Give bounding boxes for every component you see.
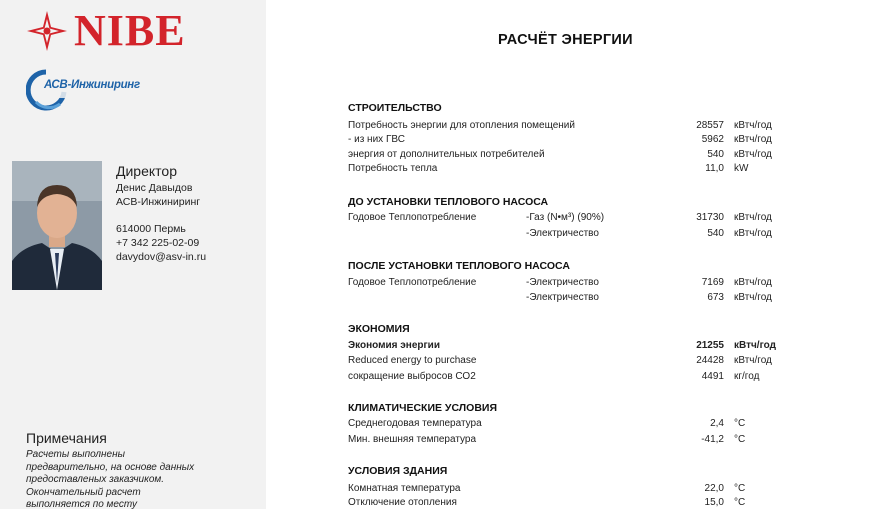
asv-wordmark: АСВ-Инжиниринг xyxy=(44,79,140,91)
row-unit: кВтч/год xyxy=(734,355,772,366)
row-label: Годовое Теплопотребление xyxy=(348,212,477,223)
row-unit: °С xyxy=(734,434,746,445)
row-label: Потребность энергии для отопления помещений xyxy=(348,120,575,131)
row-value: 11,0 xyxy=(705,163,724,174)
asv-logo xyxy=(26,68,146,112)
director-role: Директор xyxy=(116,163,177,179)
row-unit: кг/год xyxy=(734,371,760,382)
row-label: Среднегодовая температура xyxy=(348,418,482,429)
table-row xyxy=(348,497,788,509)
row-value: 2,4 xyxy=(710,418,724,429)
row-sublabel: -Электричество xyxy=(526,228,599,239)
row-value: 540 xyxy=(707,149,724,160)
notes-line: Расчеты выполнены xyxy=(26,449,125,460)
nibe-wordmark: NIBE xyxy=(74,6,186,55)
director-phone[interactable]: +7 342 225-02-09 xyxy=(116,237,200,249)
table-row xyxy=(348,292,788,306)
row-label: сокращение выбросов СО2 xyxy=(348,371,476,382)
table-row xyxy=(348,483,788,497)
row-unit: кВтч/год xyxy=(734,149,772,160)
row-sublabel: -Электричество xyxy=(526,292,599,303)
table-row xyxy=(348,340,788,354)
director-email[interactable]: davydov@asv-in.ru xyxy=(116,251,207,263)
row-label: Отключение отопления xyxy=(348,497,457,508)
row-label: Комнатная температура xyxy=(348,483,461,494)
row-sublabel: -Электричество xyxy=(526,277,599,288)
table-row xyxy=(348,134,788,148)
row-unit: кВтч/год xyxy=(734,277,772,288)
table-row xyxy=(348,371,788,385)
table-row xyxy=(348,149,788,163)
row-unit: kW xyxy=(734,163,749,174)
notes-line: Окончательный расчет xyxy=(26,486,141,498)
row-label: Reduced energy to purchase xyxy=(348,355,477,366)
notes-line: выполняется по месту xyxy=(26,499,137,509)
row-sublabel: -Газ (N•м³) (90%) xyxy=(526,212,605,223)
row-unit: кВтч/год xyxy=(734,292,772,303)
table-row xyxy=(348,355,788,369)
row-unit: °С xyxy=(734,418,746,429)
row-label: Экономия энергии xyxy=(348,340,440,351)
row-unit: °С xyxy=(734,483,746,494)
row-value: 673 xyxy=(707,292,724,303)
row-label: Годовое Теплопотребление xyxy=(348,277,477,288)
row-value: 28557 xyxy=(696,120,724,131)
row-unit: кВтч/год xyxy=(734,120,772,131)
row-unit: кВтч/год xyxy=(734,212,772,223)
row-value: 540 xyxy=(707,228,724,239)
row-value: 21255 xyxy=(696,340,724,351)
row-value: 22,0 xyxy=(704,483,724,494)
director-address: 614000 Пермь xyxy=(116,223,186,235)
row-unit: кВтч/год xyxy=(734,340,776,351)
row-value: 4491 xyxy=(701,371,724,382)
section-heading-after: ПОСЛЕ УСТАНОВКИ ТЕПЛОВОГО НАСОСА xyxy=(348,260,570,272)
table-row xyxy=(348,163,788,177)
director-company: АСВ-Инжиниринг xyxy=(116,196,201,208)
nibe-logo xyxy=(26,8,186,54)
section-heading-building: УСЛОВИЯ ЗДАНИЯ xyxy=(348,465,448,477)
table-row xyxy=(348,228,788,242)
notes-line: предоставленых заказчиком. xyxy=(26,474,165,485)
row-value: -41,2 xyxy=(701,434,724,445)
director-name: Денис Давыдов xyxy=(116,182,193,194)
notes-title: Примечания xyxy=(26,430,107,446)
notes-line: предварительно, на основе данных xyxy=(26,461,195,473)
row-value: 15,0 xyxy=(704,497,724,508)
row-value: 31730 xyxy=(696,212,724,223)
nibe-star-icon xyxy=(26,10,68,52)
section-heading-before: ДО УСТАНОВКИ ТЕПЛОВОГО НАСОСА xyxy=(348,196,549,208)
row-label: энергия от дополнительных потребителей xyxy=(348,149,545,160)
row-unit: °С xyxy=(734,497,746,508)
table-row xyxy=(348,120,788,134)
director-photo xyxy=(12,161,102,290)
row-label: Мин. внешняя температура xyxy=(348,434,477,445)
table-row xyxy=(348,212,788,226)
section-heading-construction: СТРОИТЕЛЬСТВО xyxy=(348,102,442,114)
page-title: РАСЧЁТ ЭНЕРГИИ xyxy=(498,32,633,48)
row-value: 24428 xyxy=(696,355,724,366)
table-row xyxy=(348,434,788,448)
row-value: 5962 xyxy=(701,134,724,145)
section-heading-climate: КЛИМАТИЧЕСКИЕ УСЛОВИЯ xyxy=(348,402,497,414)
notes-body xyxy=(26,449,246,509)
section-heading-savings: ЭКОНОМИЯ xyxy=(348,323,410,335)
row-label: Потребность тепла xyxy=(348,163,438,174)
table-row xyxy=(348,418,788,432)
row-unit: кВтч/год xyxy=(734,228,772,239)
row-value: 7169 xyxy=(701,277,724,288)
row-label: - из них ГВС xyxy=(348,134,405,145)
sidebar xyxy=(0,0,266,509)
row-unit: кВтч/год xyxy=(734,134,772,145)
table-row xyxy=(348,277,788,291)
